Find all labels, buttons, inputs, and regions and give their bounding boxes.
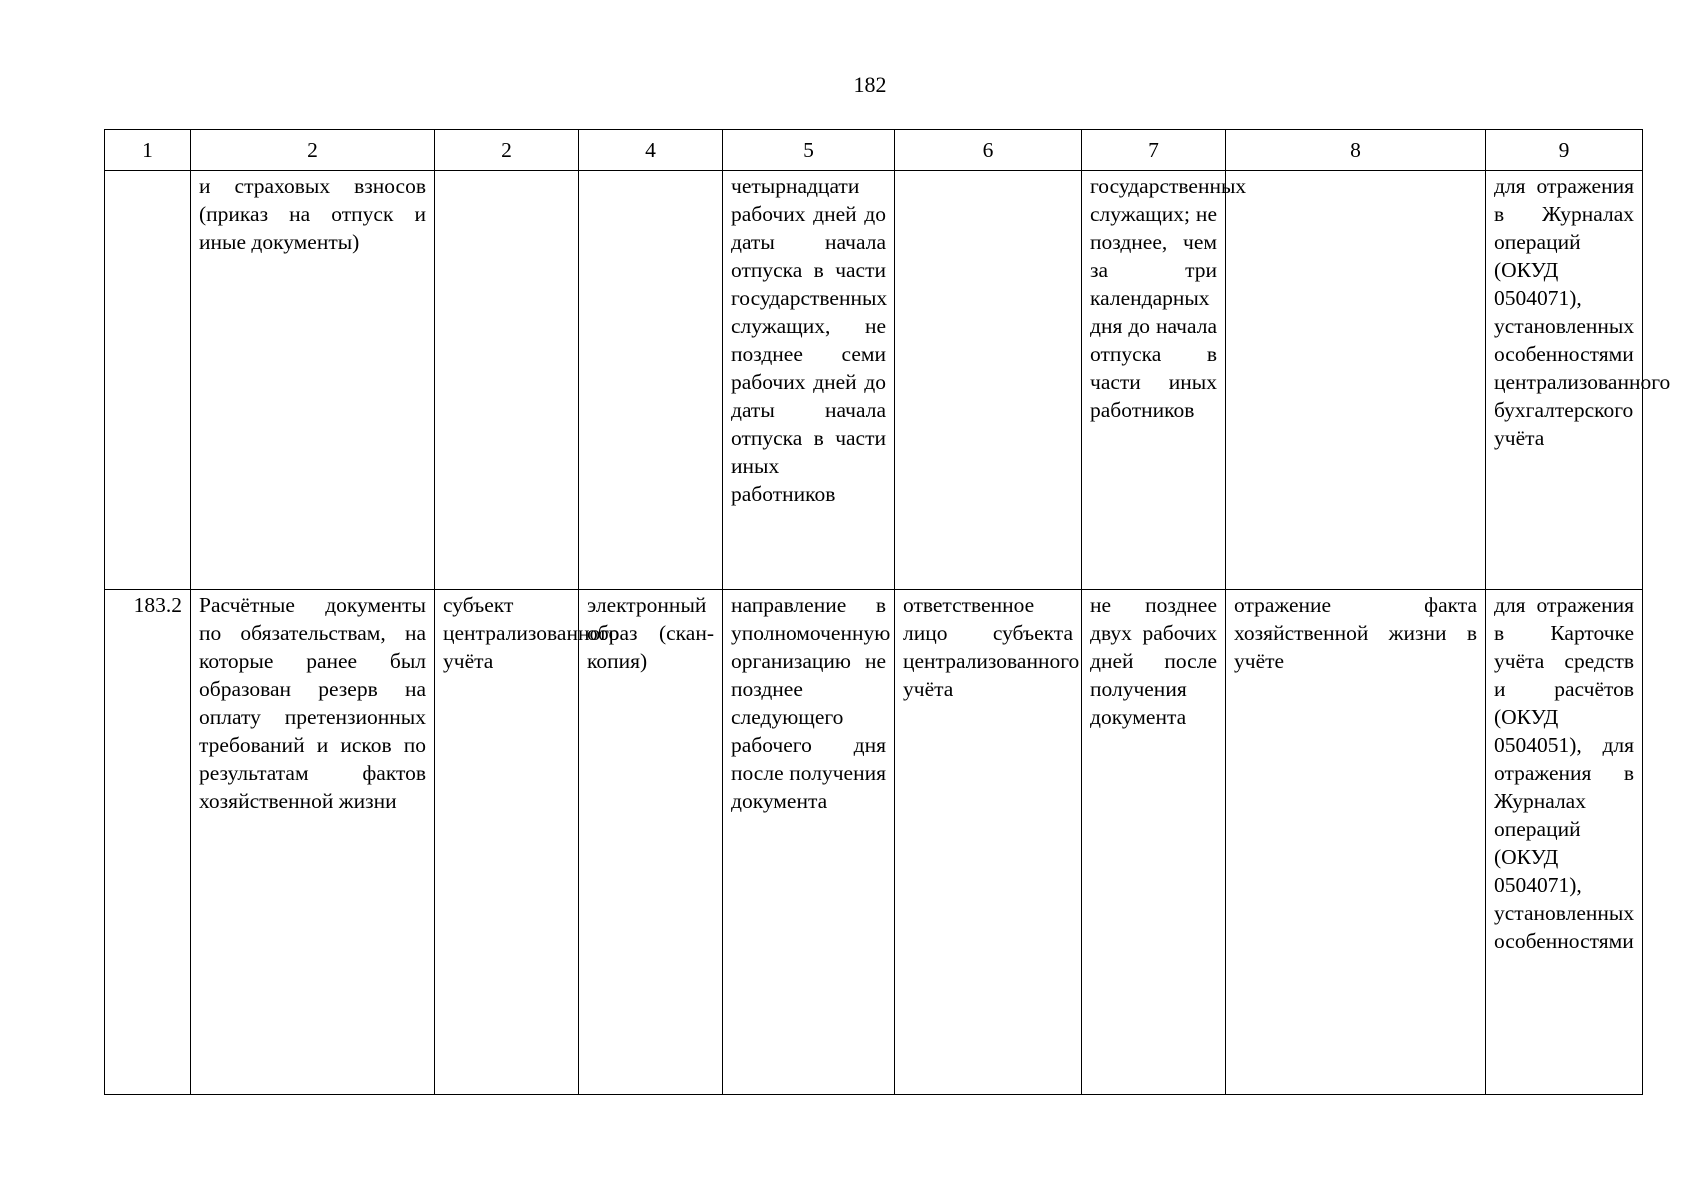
author-cell: субъект централизованного учёта bbox=[435, 590, 579, 1095]
row-number-cell bbox=[105, 171, 191, 590]
header-col-2: 2 bbox=[191, 130, 435, 171]
responsible-cell bbox=[895, 171, 1082, 590]
purpose-cell: для отражения в Карточке учёта средств и расчётов (ОКУД 0504051), для отражения в Журналах операций (ОКУД 0504071), установленных особенностями bbox=[1486, 590, 1643, 1095]
header-row bbox=[105, 130, 1643, 171]
author-cell bbox=[435, 171, 579, 590]
purpose-cell: для отражения в Журналах операций (ОКУД 0504071), установленных особенностями централизованного бухгалтерского учёта bbox=[1486, 171, 1643, 590]
action-cell: отражение факта хозяйственной жизни в учёте bbox=[1226, 590, 1486, 1095]
document-name-cell: Расчётные документы по обязательствам, на которые ранее был образован резерв на оплату претензионных требований и исков по результатам фактов хозяйственной жизни bbox=[191, 590, 435, 1095]
header-col-9: 9 bbox=[1486, 130, 1643, 171]
document-table bbox=[104, 129, 1671, 1095]
document-name-cell: и страховых взносов (приказ на отпуск и иные документы) bbox=[191, 171, 435, 590]
header-col-5: 5 bbox=[723, 130, 895, 171]
header-col-6: 6 bbox=[895, 130, 1082, 171]
row-number-cell: 183.2 bbox=[105, 590, 191, 1095]
header-col-1: 1 bbox=[105, 130, 191, 171]
form-cell bbox=[579, 171, 723, 590]
header-col-4: 4 bbox=[579, 130, 723, 171]
header-col-8: 8 bbox=[1226, 130, 1486, 171]
page-number: 182 bbox=[853, 72, 887, 97]
processing-term-cell: государственных служащих; не позднее, чем за три календарных дня до начала отпуска в части иных работников bbox=[1082, 171, 1226, 590]
table-row bbox=[105, 171, 1643, 590]
responsible-cell: ответственное лицо субъекта централизованного учёта bbox=[895, 590, 1082, 1095]
action-cell bbox=[1226, 171, 1486, 590]
header-col-7: 7 bbox=[1082, 130, 1226, 171]
processing-term-cell: не позднее двух рабочих дней после получения документа bbox=[1082, 590, 1226, 1095]
header-col-3: 2 bbox=[435, 130, 579, 171]
table-row bbox=[105, 590, 1643, 1095]
form-cell: электронный образ (скан-копия) bbox=[579, 590, 723, 1095]
submission-term-cell: направление в уполномоченную организацию не позднее следующего рабочего дня после получения документа bbox=[723, 590, 895, 1095]
submission-term-cell: четырнадцати рабочих дней до даты начала отпуска в части государственных служащих, не позднее семи рабочих дней до даты начала отпуска в части иных работников bbox=[723, 171, 895, 590]
